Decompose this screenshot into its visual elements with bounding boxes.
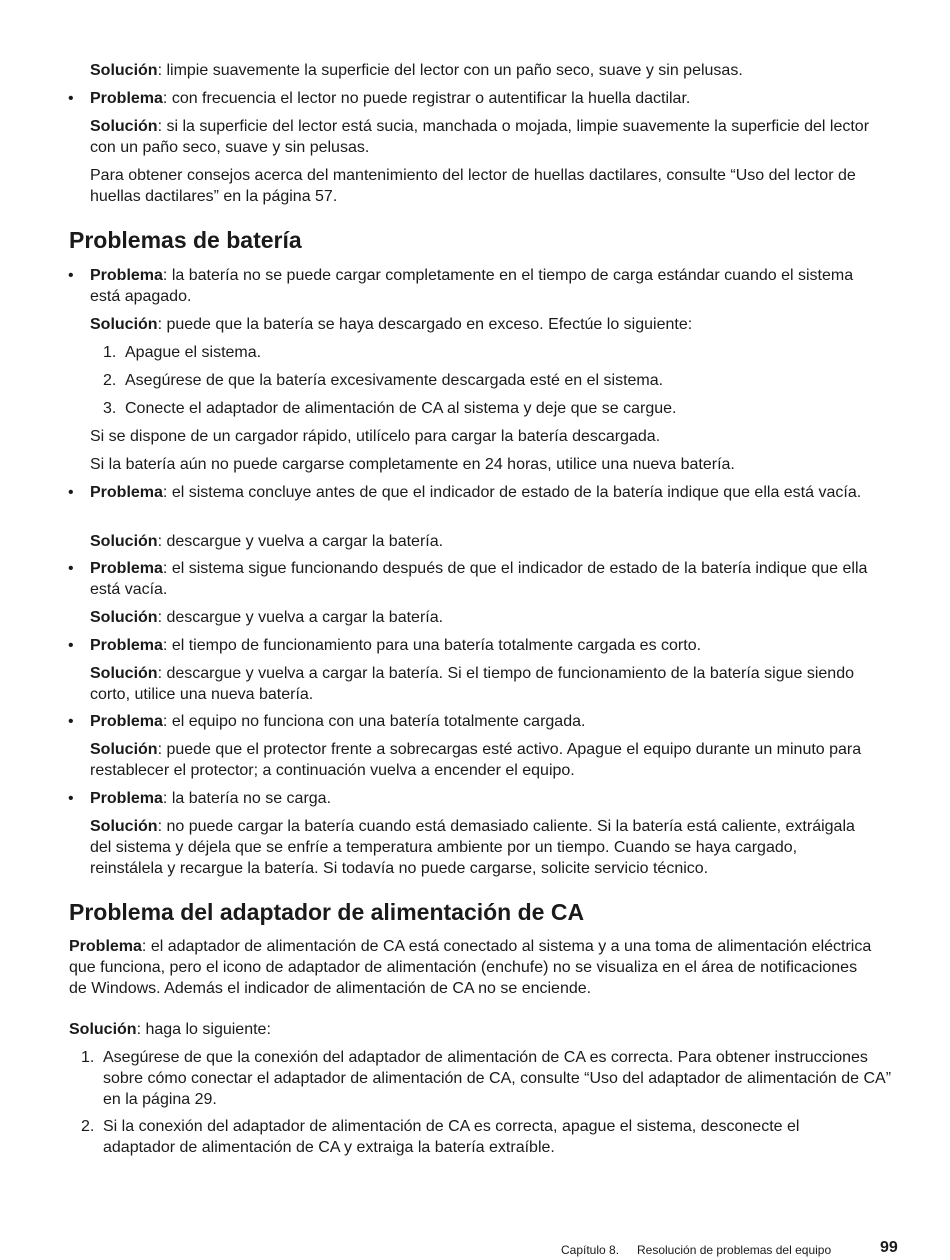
problem-paragraph <box>90 482 880 503</box>
list-item: Asegúrese de que la batería excesivamente descargada esté en el sistema. <box>125 372 664 389</box>
solution-label: Solución <box>90 316 158 333</box>
problem-paragraph <box>90 88 910 109</box>
solution-paragraph <box>90 60 910 81</box>
list-item: Asegúrese de que la conexión del adaptador de alimentación de CA es correcta. Para obtener instrucciones sobre cómo conectar el adaptador de alimentación de CA, consulte “Uso del adaptador de alimentación de CA” en la página 29. <box>103 1049 892 1108</box>
bullet: • <box>68 713 74 730</box>
problem-text: : el equipo no funciona con una batería totalmente cargada. <box>162 713 586 730</box>
solution-label: Solución <box>69 1021 137 1038</box>
solution-paragraph <box>90 663 870 705</box>
note-paragraph: Si se dispone de un cargador rápido, utilícelo para cargar la batería descargada. <box>90 428 661 445</box>
problem-label: Problema <box>90 713 163 730</box>
problem-label: Problema <box>69 938 142 955</box>
bullet: • <box>68 90 74 107</box>
problem-label: Problema <box>90 790 163 807</box>
problem-text: : el sistema sigue funcionando después de que el indicador de estado de la batería indique que ella está vacía. <box>90 560 868 598</box>
solution-label: Solución <box>90 665 158 682</box>
bullet: • <box>68 560 74 577</box>
bullet: • <box>68 484 74 501</box>
solution-text: : haga lo siguiente: <box>136 1021 271 1038</box>
problem-label: Problema <box>90 484 163 501</box>
bullet: • <box>68 267 74 284</box>
solution-paragraph <box>90 116 890 158</box>
section-heading-battery: Problemas de batería <box>69 227 302 253</box>
footer-chapter: Capítulo 8. <box>561 1243 620 1257</box>
solution-text: : limpie suavemente la superficie del lector con un paño seco, suave y sin pelusas. <box>157 62 743 79</box>
solution-paragraph <box>90 531 910 552</box>
problem-text: : el adaptador de alimentación de CA está conectado al sistema y a una toma de alimentación eléctrica que funciona, pero el icono de adaptador de alimentación (enchufe) no se visualiza en el área de notificaciones de Windows. Además el indicador de alimentación de CA no se enciende. <box>69 938 872 997</box>
problem-paragraph <box>90 711 910 732</box>
solution-text: : puede que la batería se haya descargado en exceso. Efectúe lo siguiente: <box>157 316 693 333</box>
problem-text: : la batería no se carga. <box>162 790 332 807</box>
list-number: 1. <box>81 1049 95 1066</box>
solution-label: Solución <box>90 62 158 79</box>
problem-label: Problema <box>90 637 163 654</box>
list-item: Si la conexión del adaptador de alimentación de CA es correcta, apague el sistema, desconecte el adaptador de alimentación de CA y extraiga la batería extraíble. <box>103 1118 800 1156</box>
list-number: 2. <box>103 372 117 389</box>
problem-label: Problema <box>90 90 163 107</box>
solution-paragraph <box>69 1019 889 1040</box>
solution-label: Solución <box>90 533 158 550</box>
solution-paragraph <box>90 314 910 335</box>
solution-paragraph <box>90 607 910 628</box>
solution-label: Solución <box>90 818 158 835</box>
solution-label: Solución <box>90 609 158 626</box>
problem-paragraph <box>90 635 910 656</box>
problem-paragraph <box>69 936 874 999</box>
footer-title: Resolución de problemas del equipo <box>637 1243 832 1257</box>
list-number: 2. <box>81 1118 95 1135</box>
solution-text: : puede que el protector frente a sobrecargas esté activo. Apague el equipo durante un minuto para restablecer el protector; a continuación vuelva a encender el equipo. <box>90 741 862 779</box>
section-heading-ac-adapter: Problema del adaptador de alimentación de CA <box>69 899 585 925</box>
problem-paragraph <box>90 265 880 307</box>
problem-paragraph <box>90 788 910 809</box>
list-number: 1. <box>103 344 117 361</box>
solution-label: Solución <box>90 741 158 758</box>
bullet: • <box>68 637 74 654</box>
solution-text: : descargue y vuelva a cargar la batería. <box>157 609 444 626</box>
problem-text: : la batería no se puede cargar completamente en el tiempo de carga estándar cuando el sistema está apagado. <box>90 267 854 305</box>
bullet: • <box>68 790 74 807</box>
note-paragraph: Si la batería aún no puede cargarse completamente en 24 horas, utilice una nueva batería. <box>90 456 735 473</box>
problem-label: Problema <box>90 560 163 577</box>
page-number: 99 <box>880 1239 898 1256</box>
list-item: Apague el sistema. <box>125 344 262 361</box>
problem-text: : el sistema concluye antes de que el indicador de estado de la batería indique que ella está vacía. <box>162 484 862 501</box>
solution-text: : no puede cargar la batería cuando está demasiado caliente. Si la batería está caliente, extráigala del sistema y déjela que se enfríe a temperatura ambiente por un tiempo. Cuando se haya cargado, reinstálela y recargue la batería. Si todavía no puede cargarse, solicite servicio técnico. <box>90 818 855 877</box>
solution-paragraph <box>90 816 870 879</box>
problem-text: : con frecuencia el lector no puede registrar o autentificar la huella dactilar. <box>162 90 691 107</box>
list-item: Conecte el adaptador de alimentación de CA al sistema y deje que se cargue. <box>125 400 677 417</box>
problem-label: Problema <box>90 267 163 284</box>
note-paragraph: Para obtener consejos acerca del mantenimiento del lector de huellas dactilares, consulte “Uso del lector de huellas dactilares” en la página 57. <box>90 167 856 205</box>
problem-paragraph <box>90 558 900 600</box>
solution-text: : descargue y vuelva a cargar la batería. <box>157 533 444 550</box>
solution-text: : si la superficie del lector está sucia, manchada o mojada, limpie suavemente la superficie del lector con un paño seco, suave y sin pelusas. <box>90 118 870 156</box>
solution-paragraph <box>90 739 890 781</box>
problem-text: : el tiempo de funcionamiento para una batería totalmente cargada es corto. <box>162 637 702 654</box>
solution-text: : descargue y vuelva a cargar la batería. Si el tiempo de funcionamiento de la batería sigue siendo corto, utilice una nueva batería. <box>90 665 854 703</box>
solution-label: Solución <box>90 118 158 135</box>
list-number: 3. <box>103 400 117 417</box>
